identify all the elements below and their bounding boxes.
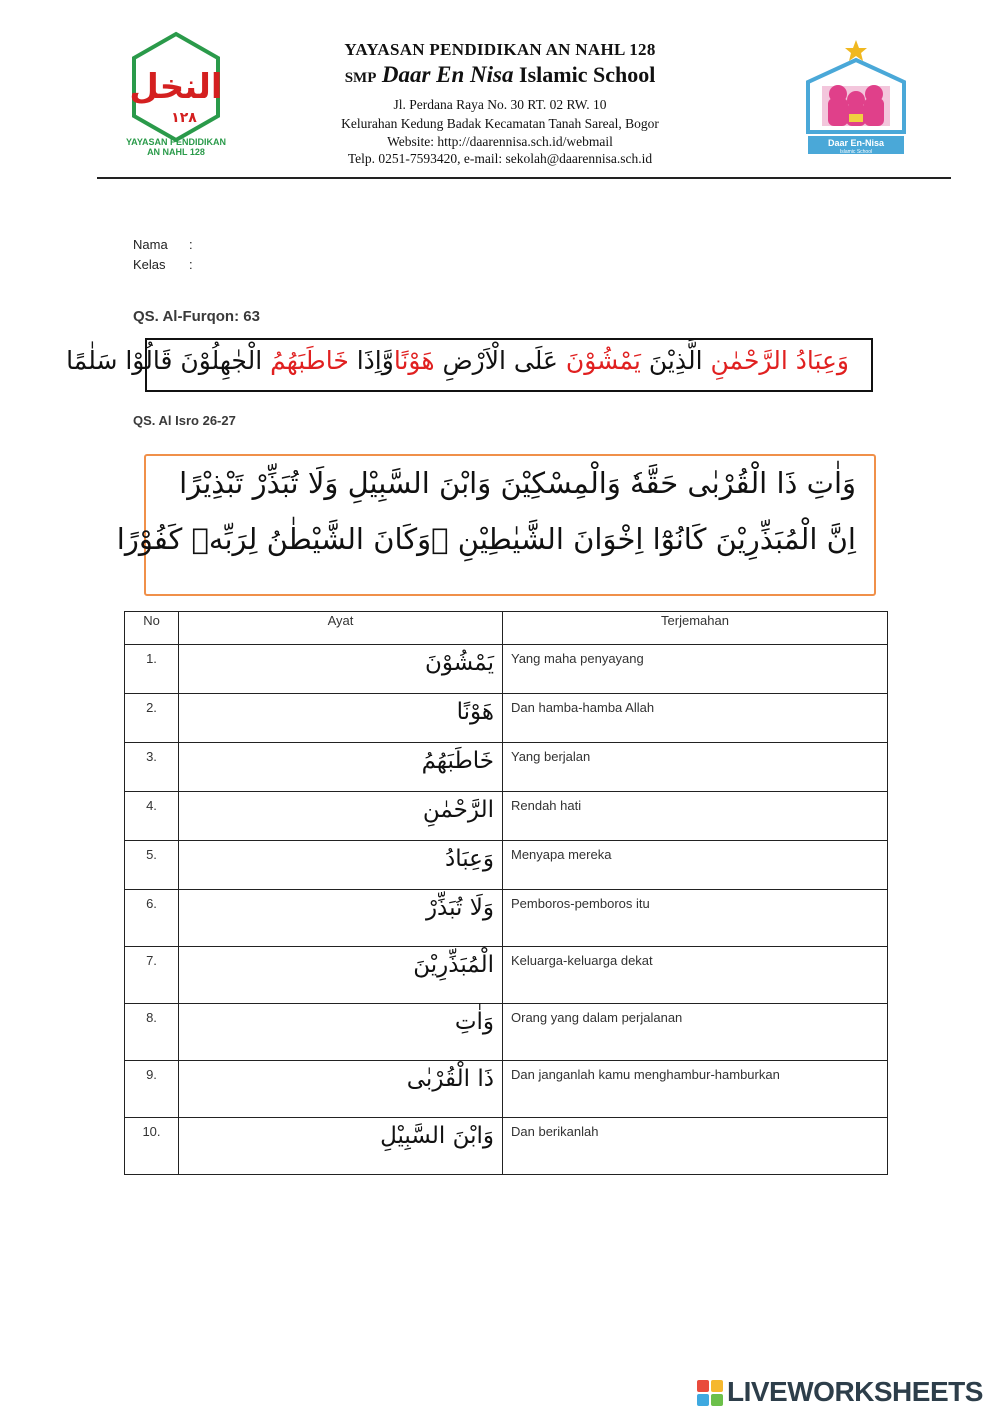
- verse-furqon-text: [66, 346, 849, 375]
- row-ayat: [179, 1118, 503, 1175]
- verse-segment: الْجٰهِلُوْنَ قَالُوْا سَلٰمًا: [66, 346, 271, 375]
- logo-arabic-text: النخل: [129, 67, 223, 107]
- translation-option[interactable]: Dan hamba-hamba Allah: [503, 694, 888, 743]
- school-name: [300, 62, 700, 88]
- logo-caption-2: AN NAHL 128: [147, 147, 205, 155]
- row-ayat: [179, 1061, 503, 1118]
- header-ayat: Ayat: [179, 612, 503, 645]
- class-field[interactable]: [133, 257, 193, 272]
- row-ayat: [179, 947, 503, 1004]
- row-ayat: [179, 694, 503, 743]
- name-colon: :: [189, 237, 193, 252]
- verse-segment: وَّاِذَا: [348, 346, 394, 375]
- verse-segment: خَاطَبَهُمُ: [270, 346, 349, 375]
- row-number: 2.: [125, 694, 179, 743]
- row-number: 10.: [125, 1118, 179, 1175]
- school-logo-caption-1: Daar En-Nisa: [827, 138, 885, 148]
- school-logo-caption-2: Islamic School: [839, 149, 873, 155]
- ayat-text: وَلَا تُبَذِّرْ: [425, 895, 494, 921]
- address-line-2: Kelurahan Kedung Badak Kecamatan Tanah Sareal, Bogor: [341, 116, 659, 131]
- verse-isro-line-1: وَاٰتِ ذَا الْقُرْبٰى حَقَّهٗ وَالْمِسْكِيْنَ وَابْنَ السَّبِيْلِ وَلَا تُبَذِّرْ تَبْذِيْرًا: [179, 466, 856, 500]
- row-ayat: [179, 1004, 503, 1061]
- ayat-text: الرَّحْمٰنِ: [422, 797, 494, 823]
- ayat-text: وَابْنَ السَّبِيْلِ: [380, 1123, 494, 1149]
- ayat-text: خَاطَبَهُمُ: [421, 748, 494, 774]
- verse-segment: وَعِبَادُ الرَّحْمٰنِ: [710, 346, 849, 375]
- website-line: Website: http://daarennisa.sch.id/webmail: [387, 134, 613, 149]
- translation-option[interactable]: Yang berjalan: [503, 743, 888, 792]
- table-row: [125, 792, 888, 841]
- class-label: Kelas: [133, 257, 166, 272]
- row-number: 3.: [125, 743, 179, 792]
- verse-box-isro: [116, 454, 876, 596]
- address-line-1: Jl. Perdana Raya No. 30 RT. 02 RW. 10: [393, 97, 607, 112]
- translation-option[interactable]: Yang maha penyayang: [503, 645, 888, 694]
- header-translation: Terjemahan: [503, 612, 888, 645]
- vocabulary-table: [124, 611, 888, 1175]
- ayat-text: يَمْشُوْنَ: [425, 650, 494, 676]
- verse-segment: هَوْنًا: [393, 346, 435, 375]
- translation-option[interactable]: Menyapa mereka: [503, 841, 888, 890]
- verse-segment: عَلَى الْاَرْضِ: [434, 346, 566, 375]
- liveworksheets-icon: [697, 1380, 723, 1406]
- foundation-logo: [118, 30, 236, 155]
- row-number: 4.: [125, 792, 179, 841]
- section-2-heading: QS. Al Isro 26-27: [133, 413, 236, 428]
- translation-option[interactable]: Dan berikanlah: [503, 1118, 888, 1175]
- school-logo: [800, 38, 912, 156]
- row-ayat: [179, 645, 503, 694]
- table-row: [125, 743, 888, 792]
- table-row: [125, 947, 888, 1004]
- row-ayat: [179, 841, 503, 890]
- table-row: [125, 1118, 888, 1175]
- watermark-text: LIVEWORKSHEETS: [727, 1376, 983, 1407]
- ayat-text: وَعِبَادُ: [444, 846, 494, 872]
- logo-number-text: ١٢٨: [171, 110, 197, 126]
- header-no: No: [125, 612, 179, 645]
- ayat-text: الْمُبَذِّرِيْنَ: [413, 952, 494, 978]
- row-ayat: [179, 792, 503, 841]
- name-label: Nama: [133, 237, 168, 252]
- table-row: [125, 1004, 888, 1061]
- table-row: [125, 841, 888, 890]
- table-row: [125, 645, 888, 694]
- row-number: 9.: [125, 1061, 179, 1118]
- table-row: [125, 694, 888, 743]
- row-number: 6.: [125, 890, 179, 947]
- school-suffix: Islamic School: [519, 62, 656, 87]
- row-ayat: [179, 890, 503, 947]
- school-script-name: Daar En Nisa: [381, 62, 514, 87]
- verse-segment: يَمْشُوْنَ: [565, 346, 641, 375]
- class-colon: :: [189, 257, 193, 272]
- verse-isro-line-2: اِنَّ الْمُبَذِّرِيْنَ كَانُوْٓا اِخْوَانَ الشَّيٰطِيْنِ ۗوَكَانَ الشَّيْطٰنُ لِرَبِّهٖ كَفُوْرًا: [116, 522, 856, 556]
- name-field[interactable]: [133, 237, 193, 252]
- contact-line: Telp. 0251-7593420, e-mail: sekolah@daarennisa.sch.id: [347, 151, 653, 166]
- translation-option[interactable]: Dan janganlah kamu menghambur-hamburkan: [503, 1061, 888, 1118]
- row-ayat: [179, 743, 503, 792]
- table-row: [125, 1061, 888, 1118]
- translation-option[interactable]: Orang yang dalam perjalanan: [503, 1004, 888, 1061]
- row-number: 1.: [125, 645, 179, 694]
- header-divider: [97, 177, 951, 179]
- foundation-name: YAYASAN PENDIDIKAN AN NAHL 128: [344, 40, 656, 59]
- translation-option[interactable]: Pemboros-pemboros itu: [503, 890, 888, 947]
- verse-segment: الَّذِيْنَ: [640, 346, 711, 375]
- logo-caption-1: YAYASAN PENDIDIKAN: [125, 137, 227, 147]
- ayat-text: هَوْنًا: [456, 699, 494, 725]
- school-prefix: SMP: [344, 70, 377, 86]
- translation-option[interactable]: Keluarga-keluarga dekat: [503, 947, 888, 1004]
- row-number: 5.: [125, 841, 179, 890]
- row-number: 8.: [125, 1004, 179, 1061]
- translation-option[interactable]: Rendah hati: [503, 792, 888, 841]
- ayat-text: ذَا الْقُرْبٰى: [406, 1066, 494, 1092]
- section-1-heading: QS. Al-Furqon: 63: [133, 308, 260, 325]
- verse-box-furqon: [66, 338, 873, 392]
- ayat-text: وَاٰتِ: [454, 1009, 494, 1035]
- table-row: [125, 890, 888, 947]
- row-number: 7.: [125, 947, 179, 1004]
